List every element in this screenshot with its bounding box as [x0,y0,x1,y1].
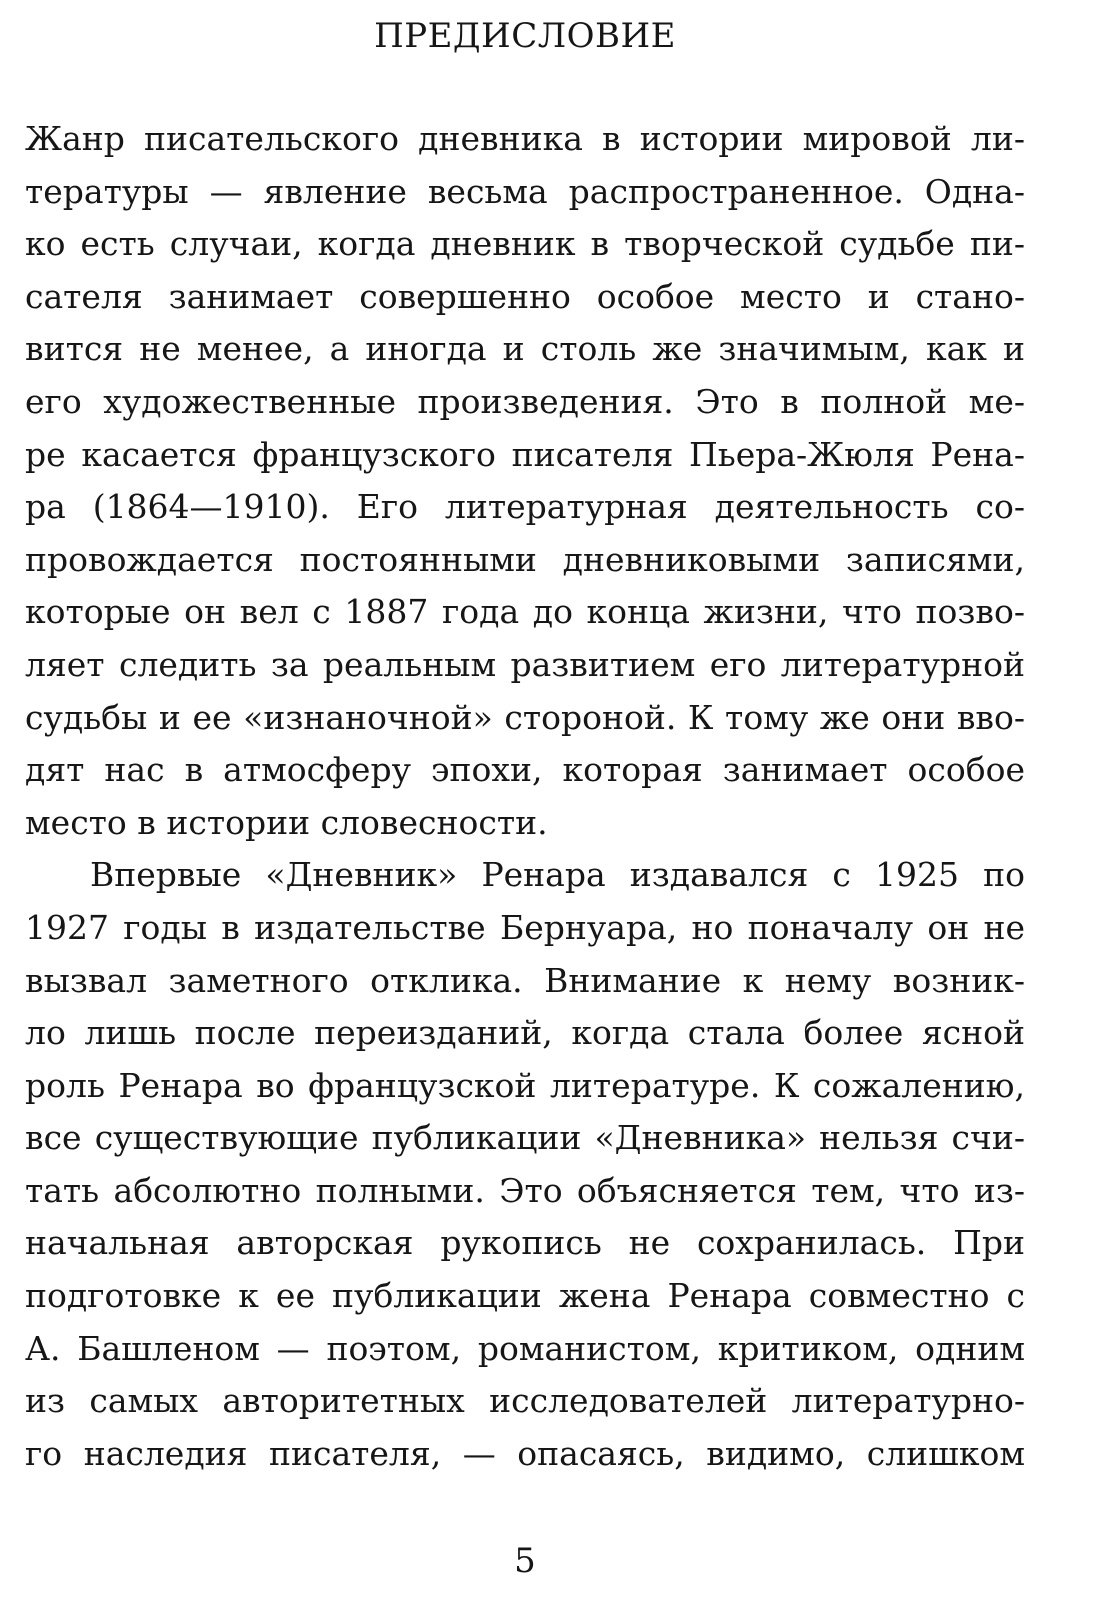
text-line: ло лишь после переизданий, когда стала более ясной [25,1013,1025,1053]
text-line: ра (1864—1910). Его литературная деятельность со- [25,487,1025,527]
text-line: вызвал заметного отклика. Внимание к нему возник- [25,960,1025,1000]
book-page [25,0,1025,1612]
body-text [25,113,1025,1480]
text-line: Жанр писательского дневника в истории мировой ли- [25,119,1025,158]
text-line: сателя занимает совершенно особое место и стано- [25,276,1025,316]
text-line: подготовке к ее публикации жена Ренара совместно с [25,1276,1025,1316]
text-line: Впервые «Дневник» Ренара издавался с 1925 по [90,855,1025,895]
text-line: 1927 годы в издательстве Бернуара, но поначалу он не [25,907,1025,947]
text-line: его художественные произведения. Это в полной ме- [25,381,1025,421]
text-line: А. Башленом — поэтом, романистом, критиком, одним [25,1328,1025,1368]
text-line: провождается постоянными дневниковыми записями, [25,539,1025,579]
text-line: судьбы и ее «изнаночной» стороной. К тому же они вво- [25,697,1025,737]
text-line: все существующие публикации «Дневника» нельзя счи- [25,1118,1025,1158]
text-line: начальная авторская рукопись не сохранилась. При [25,1223,1025,1263]
text-line: тать абсолютно полными. Это объясняется тем, что из- [25,1170,1025,1210]
text-line: роль Ренара во французской литературе. К сожалению, [25,1065,1025,1105]
chapter-heading: ПРЕДИСЛОВИЕ [374,16,676,56]
text-line: го наследия писателя, — опасаясь, видимо, слишком [25,1433,1025,1473]
text-line: ляет следить за реальным развитием его литературной [25,644,1025,684]
text-line: место в истории словесности. [25,802,548,842]
text-line: из самых авторитетных исследователей литературно- [25,1381,1025,1421]
text-line: дят нас в атмосферу эпохи, которая занимает особое [25,750,1025,790]
text-line: ре касается французского писателя Пьера-Жюля Рена- [25,434,1025,474]
text-line: ко есть случаи, когда дневник в творческой судьбе пи- [25,224,1025,264]
text-line: которые он вел с 1887 года до конца жизни, что позво- [25,592,1025,632]
text-line: вится не менее, а иногда и столь же значимым, как и [25,329,1025,369]
page-number: 5 [514,1541,536,1581]
text-line: тературы — явление весьма распространенное. Одна- [25,171,1025,211]
